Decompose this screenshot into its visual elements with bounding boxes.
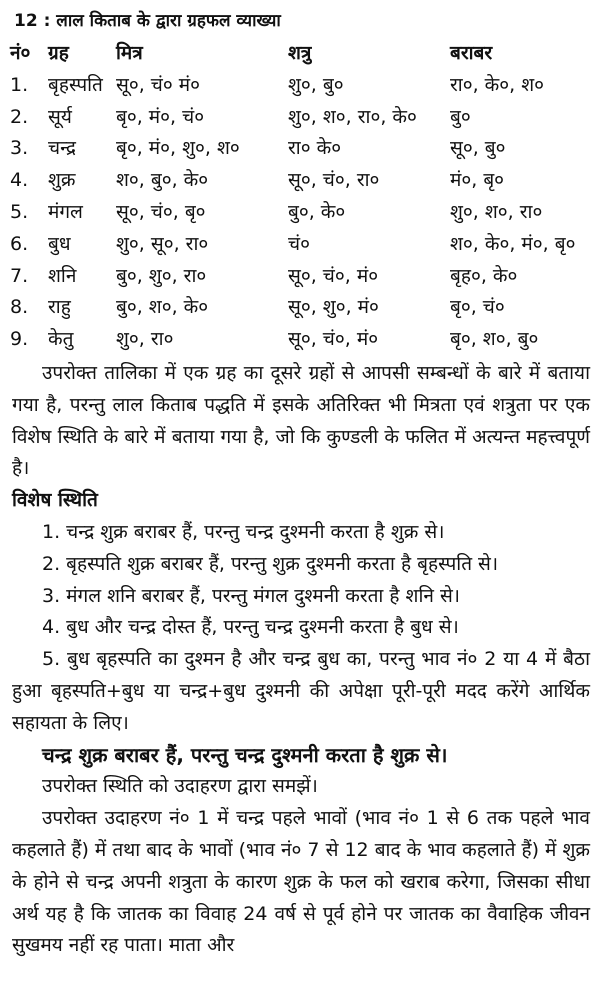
table-row bbox=[10, 70, 595, 102]
table-cell: सू०, चं०, मं० bbox=[288, 264, 379, 287]
table-cell: बुध bbox=[48, 232, 71, 255]
table-cell: सू०, चं० मं० bbox=[116, 73, 201, 96]
table-cell: 6. bbox=[10, 232, 29, 255]
table-cell: रा०, के०, श० bbox=[450, 73, 545, 96]
table-cell: राहु bbox=[48, 296, 71, 319]
list-item: 1. चन्द्र शुक्र बराबर हैं, परन्तु चन्द्र दुश्मनी करता है शुक्र से। bbox=[42, 520, 445, 543]
table-row bbox=[10, 324, 595, 356]
table-cell: श०, के०, मं०, बृ० bbox=[450, 232, 576, 255]
table-row bbox=[10, 292, 595, 324]
table-cell: बृह०, के० bbox=[450, 264, 518, 287]
col-header: शत्रु bbox=[288, 42, 312, 64]
table-cell: रा० के० bbox=[288, 137, 342, 160]
text-body bbox=[12, 358, 590, 962]
table-cell: 2. bbox=[10, 105, 29, 128]
table-cell: 3. bbox=[10, 137, 29, 160]
table-cell: 5. bbox=[10, 200, 29, 223]
list-item: 2. बृहस्पति शुक्र बराबर हैं, परन्तु शुक्र दुश्मनी करता है बृहस्पति से। bbox=[42, 552, 499, 575]
table-cell: शु०, श०, रा०, के० bbox=[288, 105, 417, 128]
table-cell: मं०, बृ० bbox=[450, 169, 505, 192]
page-header: 12 : लाल किताब के द्वारा ग्रहफल व्याख्या bbox=[14, 11, 281, 31]
paragraph: उपरोक्त उदाहरण नं० 1 में चन्द्र पहले भावों (भाव नं० 1 से 6 तक पहले भाव कहलाते हैं) में तथा बाद के भावों (भाव नं० 7 से 12 बाद के भाव कहलाते हैं) में शुक्र के होने से चन्द्र अपनी शत्रुता के कारण शुक्र के फल को खराब करेगा, जिसका सीधा अर्थ यह है कि जातक का विवाह 24 वर्ष से पूर्व होने पर जातक का वैवाहिक जीवन सुखमय नहीं रह पाता। माता और bbox=[12, 807, 590, 957]
table-cell: 4. bbox=[10, 169, 29, 192]
table-row bbox=[10, 229, 595, 261]
table-cell: बु०, श०, के० bbox=[116, 296, 209, 319]
table-cell: शनि bbox=[48, 264, 77, 287]
table-cell: बृ०, श०, बु० bbox=[450, 328, 539, 351]
list-item: 5. बुध बृहस्पति का दुश्मन है और चन्द्र बुध का, परन्तु भाव नं० 2 या 4 में बैठा हुआ बृहस्पति+बुध या चन्द्र+बुध दुश्मनी की अपेक्षा पूरी-पूरी मदद करेंगे आर्थिक सहायता के लिए। bbox=[12, 648, 590, 734]
table-cell: सू०, बु० bbox=[450, 137, 506, 160]
bold-statement: चन्द्र शुक्र बराबर हैं, परन्तु चन्द्र दुश्मनी करता है शुक्र से। bbox=[42, 742, 448, 767]
paragraph: उपरोक्त स्थिति को उदाहरण द्वारा समझें। bbox=[42, 775, 318, 798]
table-cell: शुक्र bbox=[48, 169, 76, 192]
table-row bbox=[10, 197, 595, 229]
list-item: 3. मंगल शनि बराबर हैं, परन्तु मंगल दुश्मनी करता है शनि से। bbox=[42, 584, 460, 607]
list-item: 4. बुध और चन्द्र दोस्त हैं, परन्तु चन्द्र दुश्मनी करता है बुध से। bbox=[42, 616, 459, 639]
col-header: ग्रह bbox=[48, 42, 69, 64]
table-cell: 7. bbox=[10, 264, 29, 287]
table-cell: चं० bbox=[288, 232, 310, 255]
table-header-row bbox=[10, 38, 595, 70]
table-cell: शु०, श०, रा० bbox=[450, 200, 543, 223]
table-cell: केतु bbox=[48, 328, 74, 351]
table-row bbox=[10, 133, 595, 165]
table-cell: श०, बु०, के० bbox=[116, 169, 209, 192]
table-cell: सू०, चं०, रा० bbox=[288, 169, 380, 192]
table-cell: सू०, चं०, मं० bbox=[288, 328, 379, 351]
table-row bbox=[10, 102, 595, 134]
col-header: बराबर bbox=[450, 42, 493, 64]
table-cell: बृ०, मं०, चं० bbox=[116, 105, 205, 128]
table-cell: शु०, बु० bbox=[288, 73, 344, 96]
table-cell: बु० bbox=[450, 105, 471, 128]
table-cell: शु०, सू०, रा० bbox=[116, 232, 209, 255]
table-cell: सू०, शु०, मं० bbox=[288, 296, 379, 319]
table-row bbox=[10, 261, 595, 293]
table-cell: बृ०, मं०, शु०, श० bbox=[116, 137, 240, 160]
col-header: मित्र bbox=[116, 42, 143, 64]
table-cell: शु०, रा० bbox=[116, 328, 174, 351]
paragraph: उपरोक्त तालिका में एक ग्रह का दूसरे ग्रहों से आपसी सम्बन्धों के बारे में बताया गया है, परन्तु लाल किताब पद्धति में इसके अतिरिक्त भी मित्रता एवं शत्रुता पर एक विशेष स्थिति के बारे में बताया गया है, जो कि कुण्डली के फलित में अत्यन्त महत्त्वपूर्ण है। bbox=[12, 362, 590, 480]
section-heading: विशेष स्थिति bbox=[12, 489, 98, 512]
table-cell: बृ०, चं० bbox=[450, 296, 505, 319]
table-cell: सूर्य bbox=[48, 105, 72, 128]
table-cell: मंगल bbox=[48, 200, 83, 223]
table-row bbox=[10, 165, 595, 197]
table-cell: 8. bbox=[10, 296, 29, 319]
table-cell: चन्द्र bbox=[48, 137, 77, 160]
col-header: नं० bbox=[10, 42, 31, 64]
table-cell: सू०, चं०, बृ० bbox=[116, 200, 206, 223]
table-cell: 1. bbox=[10, 73, 29, 96]
table-cell: बु०, के० bbox=[288, 200, 346, 223]
planet-relations-table bbox=[10, 38, 595, 356]
table-cell: 9. bbox=[10, 328, 29, 351]
table-cell: बु०, शु०, रा० bbox=[116, 264, 207, 287]
table-cell: बृहस्पति bbox=[48, 73, 103, 96]
